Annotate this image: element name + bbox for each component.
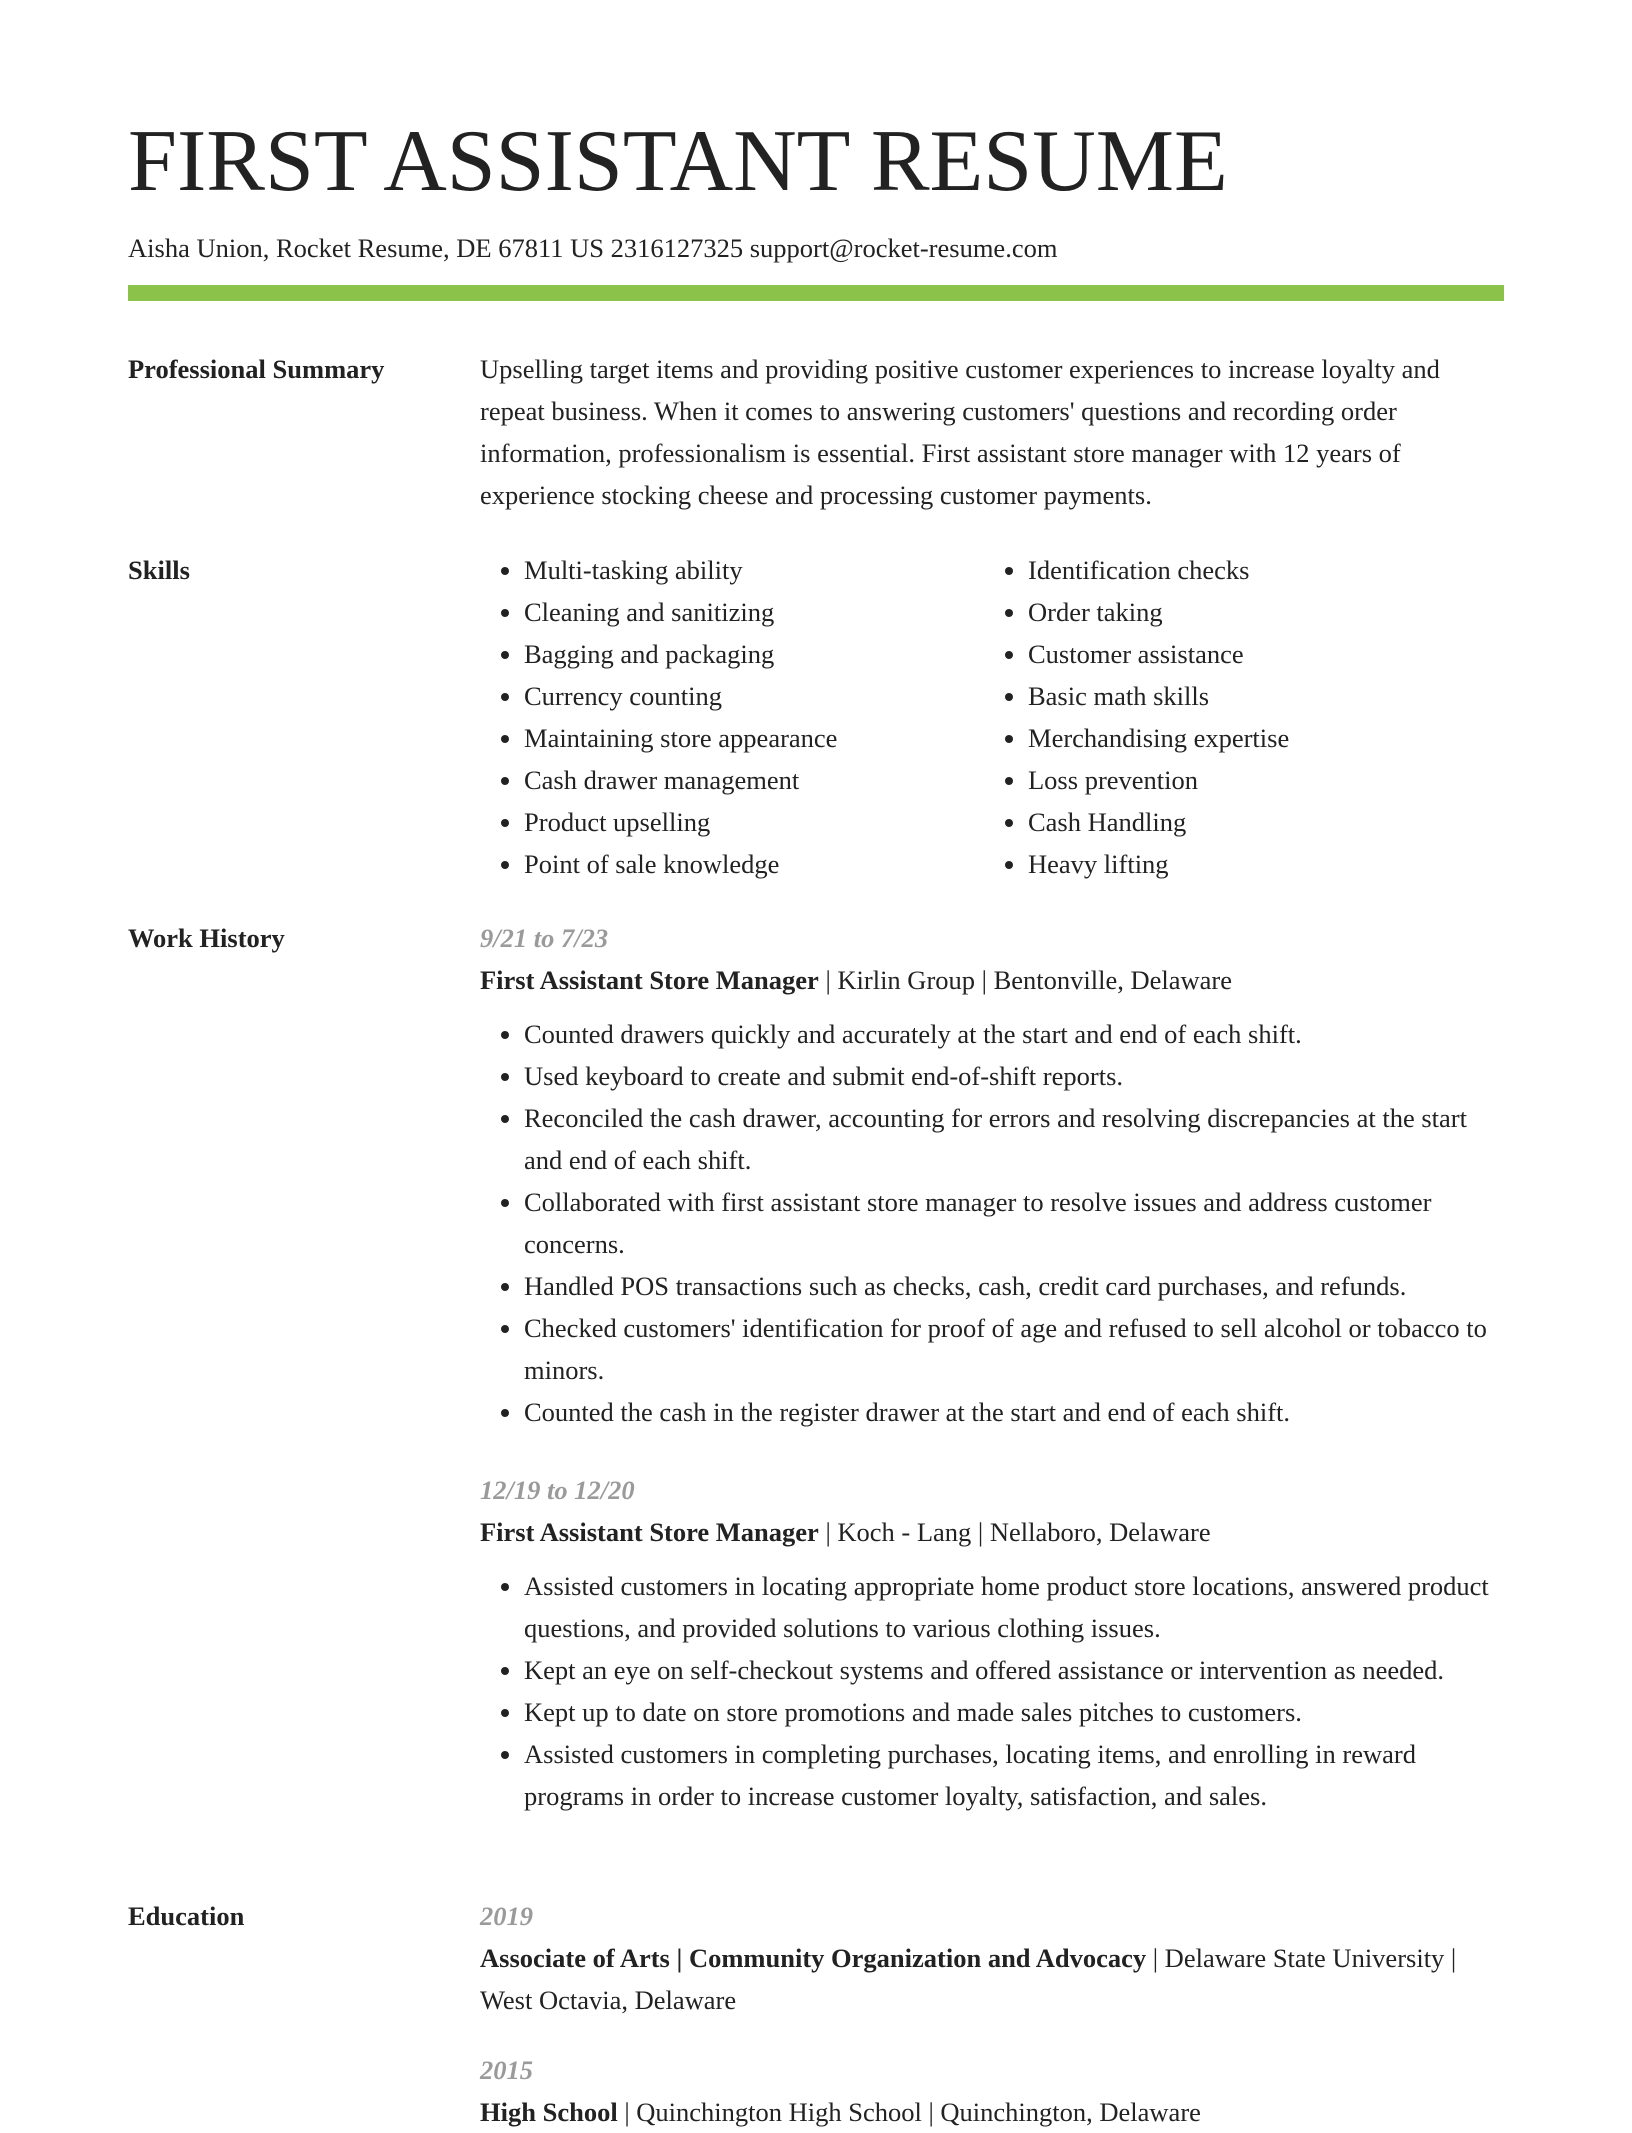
skill-item: • Product upselling — [524, 801, 984, 843]
job-bullet: • Assisted customers in completing purchases, locating items, and enrolling in reward programs in order to increase customer loyalty, satisfaction, and sales. — [524, 1733, 1504, 1817]
job-title: First Assistant Store Manager — [480, 965, 819, 995]
skill-item: • Cleaning and sanitizing — [524, 591, 984, 633]
section-body-work-history — [480, 917, 1504, 1433]
job-entry — [480, 1469, 1504, 1817]
job-title-line — [480, 959, 1504, 1001]
education-entry — [480, 1895, 1504, 2021]
accent-divider — [128, 285, 1504, 301]
job-date: 12/19 to 12/20 — [480, 1475, 635, 1505]
summary-text: Upselling target items and providing positive customer experiences to increase loyalty and repeat business. When it comes to answering customers' questions and recording order information, professionalism is essential. First assistant store manager with 12 years of experience stocking cheese and processing customer payments. — [480, 354, 1440, 510]
skill-item: • Cash drawer management — [524, 759, 984, 801]
education-school-location: | Delaware State University | West Octavia, Delaware — [480, 1943, 1457, 2015]
education-degree: Associate of Arts | Community Organization and Advocacy — [480, 1943, 1147, 1973]
job-bullet-list — [480, 1013, 1504, 1433]
skill-item: • Order taking — [1028, 591, 1488, 633]
skill-item: • Heavy lifting — [1028, 843, 1488, 885]
section-body-summary — [480, 348, 1504, 516]
job-bullet: • Reconciled the cash drawer, accounting for errors and resolving discrepancies at the start and end of each shift. — [524, 1097, 1504, 1181]
job-bullet: • Collaborated with first assistant store manager to resolve issues and address customer concerns. — [524, 1181, 1504, 1265]
job-bullet: • Handled POS transactions such as checks, cash, credit card purchases, and refunds. — [524, 1265, 1504, 1307]
section-label-education: Education — [128, 1901, 245, 1931]
job-company-location: | Kirlin Group | Bentonville, Delaware — [818, 965, 1232, 995]
job-bullet: • Counted drawers quickly and accurately at the start and end of each shift. — [524, 1013, 1504, 1055]
skill-item: • Basic math skills — [1028, 675, 1488, 717]
job-bullet: • Used keyboard to create and submit end-of-shift reports. — [524, 1055, 1504, 1097]
skill-item: • Point of sale knowledge — [524, 843, 984, 885]
section-label-work-history: Work History — [128, 923, 285, 953]
job-bullet: • Counted the cash in the register drawer at the start and end of each shift. — [524, 1391, 1504, 1433]
skill-item: • Cash Handling — [1028, 801, 1488, 843]
skill-item: • Identification checks — [1028, 549, 1488, 591]
section-label-summary: Professional Summary — [128, 354, 385, 384]
education-line — [480, 2091, 1504, 2133]
job-bullet: • Checked customers' identification for proof of age and refused to sell alcohol or tobacco to minors. — [524, 1307, 1504, 1391]
skills-list-right — [984, 549, 1488, 885]
education-entry — [480, 2049, 1504, 2133]
skill-item: • Loss prevention — [1028, 759, 1488, 801]
skill-item: • Maintaining store appearance — [524, 717, 984, 759]
skill-item: • Customer assistance — [1028, 633, 1488, 675]
education-degree: High School — [480, 2097, 618, 2127]
contact-line: Aisha Union, Rocket Resume, DE 67811 US 2316127325 support@rocket-resume.com — [128, 233, 1058, 263]
section-body-work-history-2 — [480, 1469, 1504, 1817]
education-date: 2015 — [480, 2055, 533, 2085]
education-school-location: | Quinchington High School | Quinchington, Delaware — [617, 2097, 1201, 2127]
job-bullet: • Assisted customers in locating appropriate home product store locations, answered product questions, and provided solutions to various clothing issues. — [524, 1565, 1504, 1649]
education-line — [480, 1937, 1504, 2021]
job-entry — [480, 917, 1504, 1433]
skill-item: • Currency counting — [524, 675, 984, 717]
job-title: First Assistant Store Manager — [480, 1517, 819, 1547]
section-body-education — [480, 1895, 1504, 2133]
education-date: 2019 — [480, 1901, 533, 1931]
skill-item: • Multi-tasking ability — [524, 549, 984, 591]
job-date: 9/21 to 7/23 — [480, 923, 609, 953]
job-company-location: | Koch - Lang | Nellaboro, Delaware — [818, 1517, 1211, 1547]
skill-item: • Merchandising expertise — [1028, 717, 1488, 759]
skills-columns — [480, 549, 1504, 885]
skills-list-left — [480, 549, 984, 885]
job-bullet: • Kept up to date on store promotions and made sales pitches to customers. — [524, 1691, 1504, 1733]
section-label-skills: Skills — [128, 555, 190, 585]
skill-item: • Bagging and packaging — [524, 633, 984, 675]
job-bullet: • Kept an eye on self-checkout systems and offered assistance or intervention as needed. — [524, 1649, 1504, 1691]
job-bullet-list — [480, 1565, 1504, 1817]
section-body-skills — [480, 549, 1504, 885]
resume-title: FIRST ASSISTANT RESUME — [128, 113, 1228, 210]
job-title-line — [480, 1511, 1504, 1553]
